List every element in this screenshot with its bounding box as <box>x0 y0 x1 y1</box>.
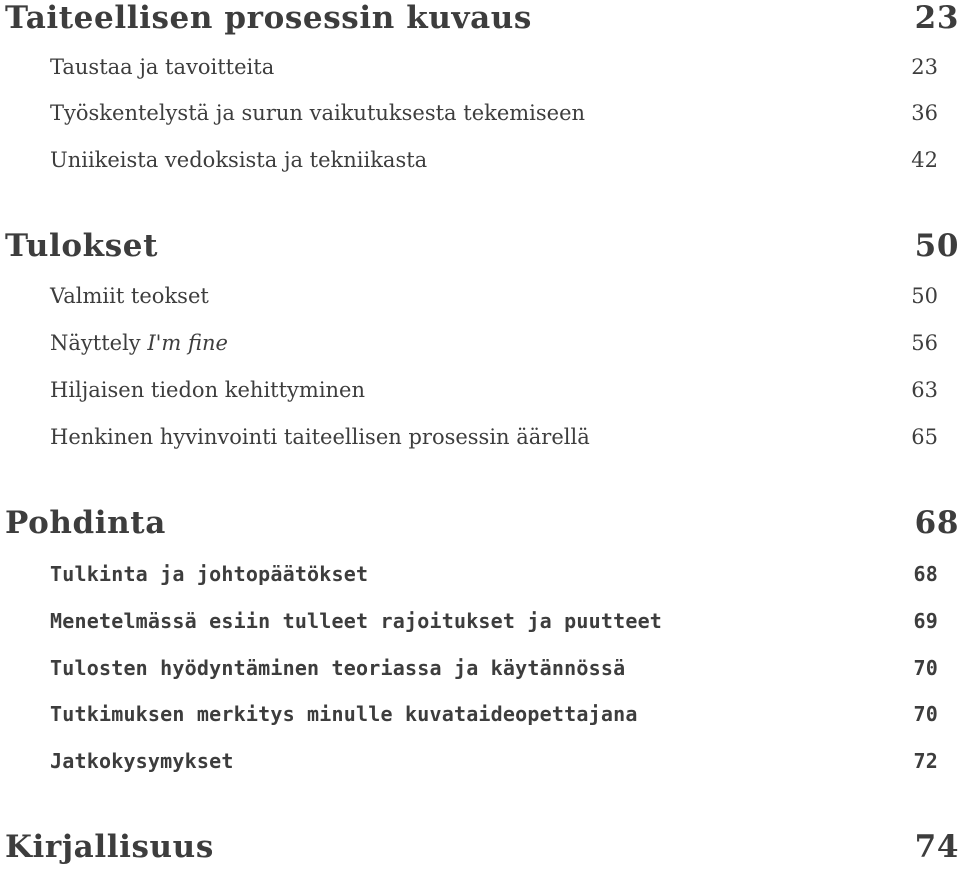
toc-item-menetelmassa <box>0 609 960 633</box>
toc-item-title: Tutkimuksen merkitys minulle kuvataideopettajana <box>50 702 638 726</box>
toc-item-page: 72 <box>913 749 938 773</box>
toc-chapter-kirjallisuus <box>0 829 960 865</box>
toc-item-title: Valmiit teokset <box>50 284 209 308</box>
toc-item-title: Tulkinta ja johtopäätökset <box>50 562 369 586</box>
toc-item-title: Menetelmässä esiin tulleet rajoitukset ja puutteet <box>50 609 663 633</box>
toc-chapter-pohdinta <box>0 505 960 541</box>
toc-item-tulkinta <box>0 562 960 586</box>
toc-chapter-tulokset <box>0 228 960 264</box>
toc-item-uniikeista-vedoksista <box>0 148 960 172</box>
toc-item-page: 50 <box>911 284 938 308</box>
toc-item-tutkimuksen-merkitys <box>0 702 960 726</box>
toc-chapter-title: Taiteellisen prosessin kuvaus <box>5 0 532 36</box>
toc-chapter-page: 23 <box>914 0 959 36</box>
toc-item-hiljaisen-tiedon <box>0 378 960 402</box>
toc-chapter-title: Tulokset <box>5 228 158 264</box>
toc-item-page: 69 <box>913 609 938 633</box>
toc-item-title: Hiljaisen tiedon kehittyminen <box>50 378 366 402</box>
toc-item-nayttely <box>0 331 960 355</box>
toc-chapter-title: Kirjallisuus <box>5 829 214 865</box>
toc-item-title: Jatkokysymykset <box>50 749 234 773</box>
toc-item-title: Taustaa ja tavoitteita <box>50 55 275 79</box>
toc-item-page: 63 <box>911 378 938 402</box>
toc-item-henkinen-hyvinvointi <box>0 425 960 449</box>
toc-item-page: 70 <box>913 702 938 726</box>
toc-item-page: 23 <box>911 55 938 79</box>
toc-item-page: 42 <box>911 148 938 172</box>
toc-item-title: Näyttely <box>50 331 141 355</box>
toc-item-page: 70 <box>913 656 938 680</box>
toc-chapter-page: 74 <box>914 829 959 865</box>
toc-item-page: 68 <box>913 562 938 586</box>
toc-chapter-page: 50 <box>914 228 959 264</box>
toc-chapter-taiteellisen-prosessin-kuvaus <box>0 0 960 36</box>
toc-chapter-page: 68 <box>914 505 959 541</box>
toc-item-title-italic: I'm fine <box>147 331 228 355</box>
toc-item-title: Tulosten hyödyntäminen teoriassa ja käytännössä <box>50 656 626 680</box>
toc-item-title: Henkinen hyvinvointi taiteellisen prosessin äärellä <box>50 425 590 449</box>
toc-item-jatkokysymykset <box>0 749 960 773</box>
toc-item-title-wrapper <box>50 331 228 355</box>
toc-item-page: 56 <box>911 331 938 355</box>
toc-item-tulosten-hyodyntaminen <box>0 656 960 680</box>
toc-item-title: Uniikeista vedoksista ja tekniikasta <box>50 148 428 172</box>
toc-item-valmiit-teokset <box>0 284 960 308</box>
toc-item-tyoskentelysta <box>0 101 960 125</box>
toc-item-page: 65 <box>911 425 938 449</box>
toc-item-title: Työskentelystä ja surun vaikutuksesta tekemiseen <box>50 101 586 125</box>
toc-item-page: 36 <box>911 101 938 125</box>
toc-chapter-title: Pohdinta <box>5 505 166 541</box>
toc-item-taustaa-ja-tavoitteita <box>0 55 960 79</box>
